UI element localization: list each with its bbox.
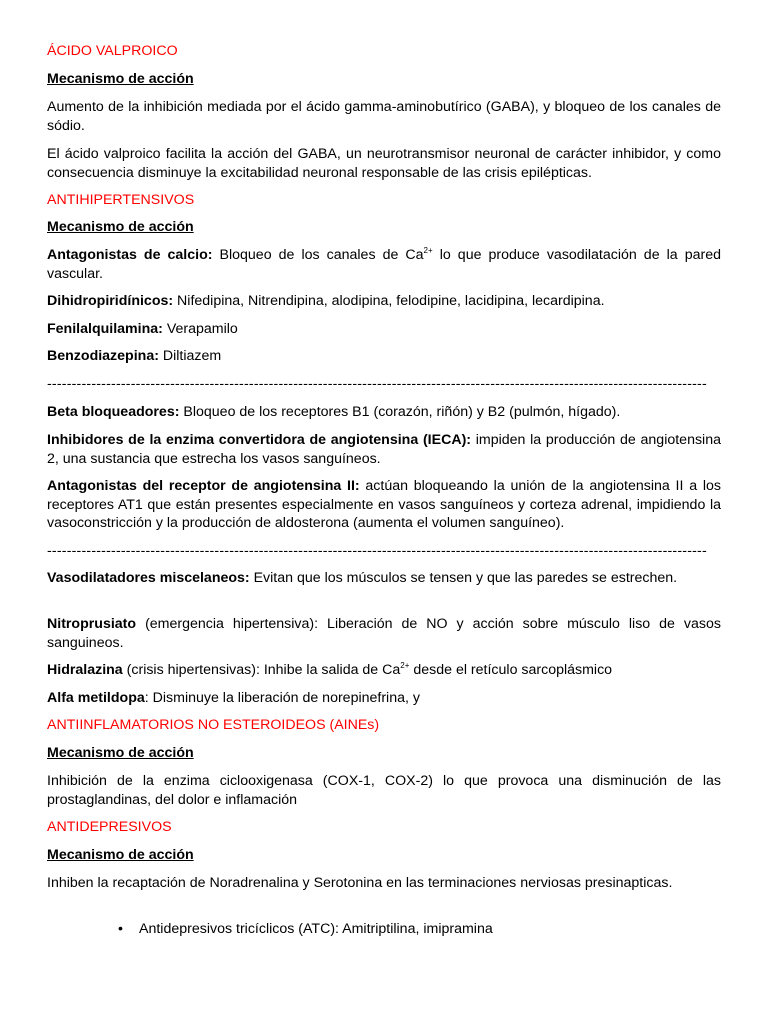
subheading-mecanismo: Mecanismo de acción <box>47 219 194 235</box>
paragraph-ara-ii <box>47 477 721 533</box>
term-label: Benzodiazepina: <box>47 348 159 364</box>
term-label: Inhibidores de la enzima convertidora de angiotensina (IECA): <box>47 432 472 448</box>
paragraph-fenilalquilamina <box>47 320 721 339</box>
term-text: Bloqueo de los receptores B1 (corazón, riñón) y B2 (pulmón, hígado). <box>179 404 621 420</box>
paragraph-vasodilatadores <box>47 569 721 588</box>
paragraph-antagonistas-calcio <box>47 246 721 283</box>
term-label: Beta bloqueadores: <box>47 404 180 420</box>
term-text: Nifedipina, Nitrendipina, alodipina, felodipine, lacidipina, lecardipina. <box>173 293 605 309</box>
paragraph-beta-bloqueadores <box>47 403 721 422</box>
list-item: Antidepresivos tricíclicos (ATC): Amitriptilina, imipramina <box>139 921 493 937</box>
term-text: (emergencia hipertensiva): Liberación de NO y acción sobre músculo liso de vasos sanguineos. <box>47 616 721 651</box>
dashed-separator: -------------------------------------------------------------------------------------------------------------------------------------- <box>47 376 707 392</box>
paragraph: El ácido valproico facilita la acción del GABA, un neurotransmisor neuronal de carácter inhibidor, y como consecuencia disminuye la excitabilidad neuronal responsable de las crisis epilépticas. <box>47 146 721 181</box>
term-text: Diltiazem <box>158 348 222 364</box>
paragraph-ieca <box>47 431 721 468</box>
term-text: Bloqueo de los canales de Ca <box>212 247 424 263</box>
dashed-separator: -------------------------------------------------------------------------------------------------------------------------------------- <box>47 543 707 559</box>
bullet-icon: • <box>118 921 123 937</box>
superscript: 2+ <box>400 661 410 670</box>
paragraph: Aumento de la inhibición mediada por el ácido gamma-aminobutírico (GABA), y bloqueo de los canales de sódio. <box>47 99 721 134</box>
paragraph-hidralazina <box>47 661 721 680</box>
subheading-mecanismo: Mecanismo de acción <box>47 847 194 863</box>
term-label: Antagonistas del receptor de angiotensina II: <box>47 478 360 494</box>
paragraph-nitroprusiato <box>47 615 721 652</box>
term-label: Fenilalquilamina: <box>47 321 163 337</box>
term-label: Hidralazina <box>47 662 123 678</box>
term-label: Dihidropiridínicos: <box>47 293 174 309</box>
paragraph: Inhibición de la enzima ciclooxigenasa (COX-1, COX-2) lo que provoca una disminución de las prostaglandinas, del dolor e inflamación <box>47 773 721 808</box>
heading-aines: ANTIINFLAMATORIOS NO ESTEROIDEOS (AINEs) <box>47 717 380 733</box>
term-label: Nitroprusiato <box>47 616 137 632</box>
heading-acido-valproico: ÁCIDO VALPROICO <box>47 43 178 59</box>
paragraph-benzodiazepina <box>47 347 721 366</box>
term-text: Evitan que los músculos se tensen y que las paredes se estrechen. <box>249 570 678 586</box>
term-text: impiden la producción de angiotensina 2, una sustancia que estrecha los vasos sanguíneos. <box>47 432 721 467</box>
heading-antidepresivos: ANTIDEPRESIVOS <box>47 819 172 835</box>
term-text: : Disminuye la liberación de norepinefrina, y <box>144 690 420 706</box>
paragraph-alfa-metildopa <box>47 689 721 708</box>
term-text: actúan bloqueando la unión de la angiotensina II a los receptores AT1 que están presentes especialmente en vasos sanguíneos y corteza adrenal, impidiendo la vasoconstricción y la producción de aldosterona (aumenta el volumen sanguíneo). <box>47 478 721 531</box>
term-label: Alfa metildopa <box>47 690 145 706</box>
term-text: (crisis hipertensivas): Inhibe la salida de Ca <box>122 662 401 678</box>
term-label: Antagonistas de calcio: <box>47 247 213 263</box>
superscript: 2+ <box>423 246 433 255</box>
heading-antihipertensivos: ANTIHIPERTENSIVOS <box>47 192 195 208</box>
paragraph: Inhiben la recaptación de Noradrenalina y Serotonina en las terminaciones nerviosas presinapticas. <box>47 875 673 891</box>
subheading-mecanismo: Mecanismo de acción <box>47 71 194 87</box>
term-text: Verapamilo <box>162 321 238 337</box>
term-text: lo que produce vasodilatación de la pared vascular. <box>47 247 721 282</box>
term-text: desde el retículo sarcoplásmico <box>409 662 613 678</box>
subheading-mecanismo: Mecanismo de acción <box>47 745 194 761</box>
paragraph-dihidropiridinicos <box>47 292 721 311</box>
term-label: Vasodilatadores miscelaneos: <box>47 570 250 586</box>
